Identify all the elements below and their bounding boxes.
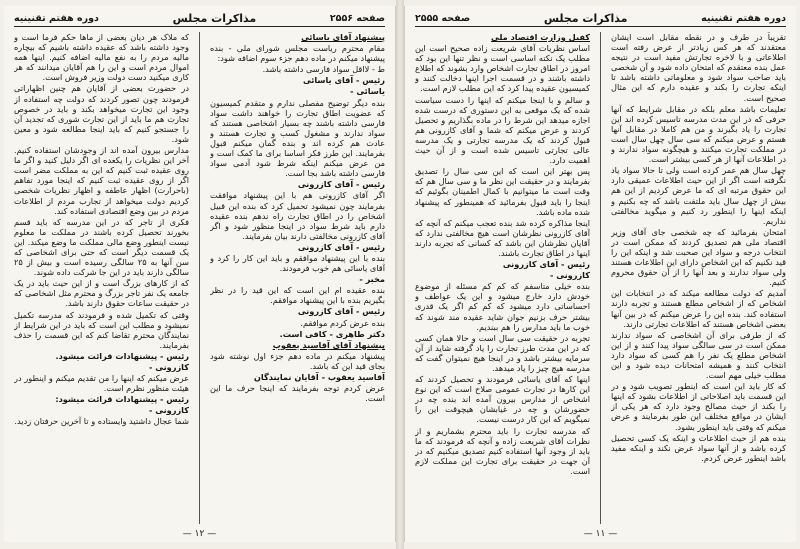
left-page-col-right [210,32,385,524]
paragraph: تجربه در حقیقت سی سال است و حالا همان کسی که در این مدت طرز تجارت را یاد گرفته شاید از آن سرمایه بیشتر باشد و در اینجا هیچ نمیتوان گفت که مدرسه هیچ چیز را یاد میدهد. [415,332,590,373]
right-page-columns [415,32,786,524]
paragraph: اگر آقای کازرونی هم با این پیشنهاد موافقت بفرمایند چون نمیشود تحمیل کرد که بنده این قبیل اشخاص را در اطاق تجارت راه ندهم بنده عقیده دارم باید شرط سواد در اینجا منظور شود و اگر آقای کازرونی مخالفتی دارند بیان بفرمایند. [210,190,385,241]
paragraph: که از طرفی برای آن اشخاصی که سواد ندارند ممکن است در سی سالگی سواد پیدا کنند و از این اشخاص مطلع یک نفر را هم کسی که سواد دارد انتخاب کنند و همیشه امتحانات دیده شود و این مطلب خیلی مهم است. [611,329,786,381]
section-heading: کفیل وزارت اقتصاد ملی [491,32,590,42]
right-page [404,6,796,542]
left-page-col-left [14,32,189,524]
paragraph: بنده با این پیشنهاد موافقم و باید این کار را کرد و آقای یاسائی هم خوب فرمودند. [210,252,385,274]
paragraph: تقریباً در طرف و در نقطه مقابل است ایشان معتقدند که هر کس زیادتر از عرض رفته است اطلاعاتی و با لاخره تجارتش مفید است در نتیجه عمل بنده معتقدم که امتحان داده شود و آن شخصی باید صاحب سواد شود و معلوماتی داشته باشد تا اینکه تجارت را بکند و عقیده دارم که این مثال صحیح است. [611,32,786,103]
speaker-line: رئیس - آقای کازرونی [502,259,590,270]
paragraph: اینها که آقای یاسائی فرمودند و تحصیل کردند که این کارها در تجارت عمومی صلاح است که این نوع اشخاص از مدارس بیرون آمده اند بنده چه در حضورشان و چه در غیابشان هیچوقت این را نمیگویم که این کار درست نیست. [415,374,590,425]
left-page-columns [14,32,385,524]
paragraph: چهل سال هم عمر کرده است ولی تا حالا سواد یاد نگرفته است اگر از این حیث اطلاعات عمیقی دارد این حقوق مرتبه ای که ما عرض کردیم از این هم بیش از چهل سال باید ملتفت باشد که چه بکنیم و اینکه اینها را اینطور رد کنیم و میگوید مخالفتی نداریم. [611,165,786,226]
paragraph: بنده خیلی متاسفم که کم کم مسئله از موضوع خودش دارد خارج میشود و این یک عواطف و احساساتی دارد میشود که کم کم اگر یک قدری بیشتر حرف بزنیم جوان شاید عقیده مند شوند که خوب ما باید مدارس را هم ببندیم. [415,281,590,332]
left-page-session: دوره هفتم تقنینیه [14,12,99,24]
paragraph: اساس نظریات آقای شریعت زاده صحیح است این مطلب یک نکته اساسی است و نظر تنها این بود که امروز در اطاق تجارت اشخاص وارد بشوند که اطلاع داشته باشند و در قسمت اجرا اینها دخالت کنند و کمیسیون عقیده پیدا کرد که این مطلب لازم است. [415,43,590,94]
speaker-line: مخبر - [359,274,385,285]
paragraph: که کار باید این است که اینطور تصویب شود و در این قسمت باید اصلاحاتی از اطلاعات بشود که اینها را بکند از حیث مصالح وجود دارد که هر یکی از ایشان در مواقع مختلف این طور بفرمایند و عرض میکنم که وقتی باید اینطور بشود. [611,381,786,432]
left-page-header [14,10,385,27]
paragraph: و سالم و با اینجا میکنم که اینها را دست سیاست شده که یک موقعی به این دستوری که درست شده اجازه میدهد این شرط را در ماده بگذاریم و تحصیل کردند و عرض میکنم که شما و آقای کازرونی هم قبول کردند که یک مدرسه تجارتی و یک مدرسه عالی تجارتی تاسیس شده است و از آن حیث اهمیت دارد. [415,94,590,166]
right-page-session: دوره هفتم تقنینیه [701,12,786,24]
book-gutter [396,0,404,549]
paragraph: بنده عقیده ام این است که این قید را در نظر بگیریم بنده با این پیشنهاد موافقم. [210,285,385,306]
paragraph: وقتی که تکمیل شده و فرمودند که مدرسه تکمیل نمیشود و مطلب این است که باید در این شرایط از نمایندگان محترم تقاضا کنم که این قسمت را حذف بفرمایند. [14,309,189,350]
paragraph: امتحان بفرمائید که چه شخصی جای آقای وزیر اقتصاد ملی هم تصدیق کردند که ممکن است در انتخاب درجه و سواد این صحبت شد و اینکه این را قید نکنیم که این اشخاص دارای این اطلاعات هستند ولی سواد ندارند و بعد آنها را از آن حقوق محروم کنیم. [611,226,786,288]
paragraph: بنده دیگر توضیح مفصلی ندارم و متقدم کمیسیون که عضویت اطاق تجارت را خواهند داشت سواد فارسی داشته باشند چه بسیار اشخاصی هستند که سواد ندارند و مشغول کسب و تجارت هستند و عادت هم کرده اند و بنده گمان میکنم قبول بفرمایند. این طرز فکر اساسا برای ما کمک است و من عرض میکنم اینکه شرط شود آدمی سواد فارسی داشته باشد بجا است. [210,97,385,179]
left-page [4,6,396,542]
paragraph: عرض میکنم که اینها را من تقدیم میکنم و اینطور در هیئت منظور نظرم است. [14,373,189,394]
speaker-line: رئیس - آقای کازرونی [297,179,385,190]
speaker-line: یاسائی - [350,86,385,97]
column-rule [199,32,200,524]
speaker-line: رئیس - آقای کازرونی [297,241,385,252]
left-page-number: صفحه ۲۵۵۶ [329,12,385,24]
right-page-number: صفحه ۲۵۵۵ [415,12,471,24]
left-page-title: مذاکرات مجلس [172,11,257,25]
paragraph: آمدیم که دولت مطالعه میکند که در انتخابات این اشخاص که از اشخاص مطلع هستند و تجربه دارند استفاده کند. بنده این را عرض میکنم که در بین آنها بعضی اشخاص هستند که اطلاعات تجارتی دارند. [611,288,786,329]
paragraph: شما عجال داشتید وایستاده و تا آخرین حرفتان زدید. [14,416,189,427]
paragraph: ط - لااقل سواد فارسی داشته باشد. [262,64,385,75]
right-page-header [415,10,786,27]
paragraph: عرض کردم توجه بفرمایند که اینجا حرف ما این است. [210,383,385,404]
speaker-line: کازرونی - [149,362,189,372]
speaker-line: کازرونی - [149,405,189,416]
paragraph: بنده هم از حیث اطلاعات و اینکه یک کسی تحصیل کرده باشد و از آنها سواد عرض نکند و اینکه مفید باشد اینطور عرض کردم. [611,432,786,463]
right-page-col-left [415,32,590,524]
speaker-line: رئیس - آقای کازرونی [297,306,385,317]
paragraph: فکری از تاجر که در این مدرسه که باید قسم بخورند تحصیل کرده باشند در مملکت ما معلوم نیست اینطور وضع مالی مملکت ما وضع میکند. این یک قسمت دیگر است که حتی برای اشخاصی که سن آنها به ۲۵ سالگی رسیده است و بیش از ۲۵ سالگی دارند باید در این جا شرکت داده شوند. [14,216,189,278]
speaker-line: کازرونی - [550,270,590,281]
paragraph: پیشنهاد میکنم در ماده دهم جزء اول نوشته شود بجای قید این که باشد. [210,350,385,371]
left-page-footer: — ۱۲ — [182,529,217,539]
column-rule [600,32,601,524]
right-page-footer: — ۱۱ — [583,529,618,539]
paragraph: در حضورت بعضی از آقایان هم چنین اظهاراتی فرمودند چون تصور کردند که دولت چه استفاده از وجود این تجارت میخواهد بکند و باید در خصوص تجارت هم ما باید از این تجارت شوری که تجدید آن را جستجو کنیم که باید اینجا مطالعه شود و معین شود. [14,83,189,144]
right-page-title: مذاکرات مجلس [543,11,628,25]
paragraph: بنده عرض کردم موافقم. [300,317,385,328]
speaker-line: آقاسید یعقوب - آقایان نمایندگان [253,372,385,382]
paragraph: مقام محترم ریاست مجلس شورای ملی - بنده پیشنهاد میکنم در ماده دهم جزء سوم اضافه شود: [210,43,385,64]
right-page-col-right [611,32,786,524]
section-heading: پیشنهاد آقای آقاسید یعقوب [272,339,385,350]
paragraph: که مدرسه تجارت را باید محترم بشماریم و از نظرات آقای شریعت زاده و آنچه که فرمودند که ما باید از وجود آنها استفاده کنیم تصدیق میکنیم که در آن جهت در حقیقت برای تجارت این مملکت لازم است. [415,425,590,476]
section-heading: پیشنهاد آقای یاسائی [301,32,385,42]
speaker-line: رئیس - پیشنهادات قرائت میشود: [55,394,189,405]
paragraph: که ملاک هر دیان بعضی از ماها حکم فرما است و وجود داشته باشد که عقیده داشته باشیم که بیچاره مالیه مردم را به نفع مالیه اضافه کنیم. اینها همه اموال مردم است و این را هم آقایان میدانند که هر کاری میکنید دست دولت وزیر فروش است. [14,32,189,83]
speaker-line: رئیس - پیشنهادات قرائت میشود. [55,350,189,361]
paragraph: مدارس بیرون آمده اند از وجودشان استفاده کنیم. آخر این نظریات را یکعده ای اگر دلیل کنید و اگر ما روی عقیده ثبت کنیم که این به مملکت مضر است اگر از روی عقیده ثبت کنیم که اینجا مورد تفاهم (باحرارت) اظهار عاطفه و اظهار نظریات شخصی کردیم دولت میخواهد از تجارب مردم از اطلاعات مردم در بین وضع اقتصادی استفاده کند. [14,145,189,216]
paragraph: اینجا مذاکره کرده شد بنده تعجب میکنم که آنچه که آقای کازرونی نظرشان است هیچ مخالفتی ندارد که آقایان نظرشان این باشد که کسانی که تجربه دارند اینها در اطاق تجارت باشند. [415,217,590,258]
paragraph: پس بهتر این است که این سی سال را تصدیق بفرمایند و در حقیقت این نظر ما و سی سال هم که وقت است ما میتوانیم با کمال اطمینان بگوئیم که اینجا را باید قبول بفرمائید که همینطور که پیشنهاد شده ماده باشد. [415,166,590,217]
paragraph: که از کارهای بزرگ است و از این حیث باید در یک جامعه یک نفر تاجر بزرگ و محترم مثل اشخاصی که در حقیقت ساعات حقوق دارند باشد. [14,278,189,309]
speaker-line: رئیس - آقای یاسائی [302,75,385,86]
paragraph: تعلیمات باشد معلم بلکه در مقابل شرایط که آنها حرفی که در این مدت مدرسه تاسیس کرده اند این تجارت را یاد بگیرند و من هم کاملا در مقابل آنها هستم و عرض میکنم که سی سال چهل سال است در مملکت تجارت میکنند و هیچگونه سواد ندارند و در اطلاعات آنها از هر کسی بیشتر است. [611,103,786,165]
speaker-line: دکتر طاهری - کافی است. [279,328,385,339]
